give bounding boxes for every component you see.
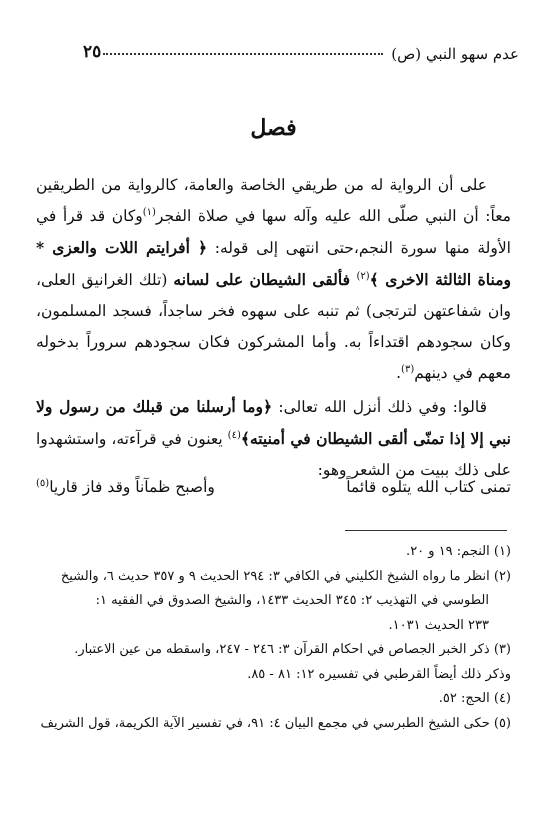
poem-verse <box>36 478 511 496</box>
paragraph-2 <box>36 391 511 486</box>
quran-verse: ﴿وما أرسلنا من قبلك من رسول ولا نبي إلا إذا تمنّى ألقى الشيطان في أمنيته﴾ <box>36 397 511 448</box>
section-title: فصل <box>250 115 297 141</box>
footnote-ref: (٥) <box>36 477 50 489</box>
footnote-2-continued: ٢٣٣ الحديث ١٠٣١. <box>388 617 489 633</box>
paragraph-1 <box>36 170 511 389</box>
footnote-1: (١) النجم: ١٩ و ٢٠. <box>406 544 511 559</box>
paragraph-text: (تلك الغرانيق العلى، وان شفاعتهن لترتجى) ثم تنبه على سهوه فخر ساجداً، فسجد المسلمون، وكان سجودهم اقتداءاً به. وأما المشركون فكان سجودهم سروراً بدخوله معهم في دينهم <box>36 271 511 382</box>
poem-second-hemistich <box>36 478 215 496</box>
body-text <box>36 170 511 486</box>
footnote-3-continued: وذكر ذلك أيضاً القرطبي في تفسيره ١٢: ٨١ - ٨٥. <box>247 666 511 682</box>
quran-verse: ﴿ أفرايتم اللات والعزى * ومناة الثالثة الاخرى ﴾ <box>36 238 511 289</box>
page-number: ٢٥ <box>83 42 102 62</box>
footnote-2: (٢) انظر ما رواه الشيخ الكليني في الكافي ٣: ٢٩٤ الحديث ٩ و ٣٥٧ حديث ٦، والشيخ <box>60 568 511 584</box>
footnote-5: (٥) حكى الشيخ الطبرسي في مجمع البيان ٤: ٩١، في تفسير الآية الكريمة، قول الشريف <box>40 715 511 731</box>
page-header <box>83 40 519 68</box>
footnote-ref: (٣) <box>401 363 415 375</box>
paragraph-text: على أن الرواية له من طريقي الخاصة والعامة، كالرواية من الطريقين معاً: أن النبي صلّى الله عليه وآله سها في صلاة الفجر <box>36 176 511 225</box>
poem-first-hemistich: تمنى كتاب الله يتلوه قائماً <box>346 478 511 496</box>
footnote-4: (٤) الحج: ٥٢. <box>438 691 511 706</box>
footnote-separator <box>345 530 507 531</box>
paragraph-text: . <box>396 364 402 382</box>
footnote-3: (٣) ذكر الخبر الجصاص في احكام القرآن ٣: ٢٤٦ - ٢٤٧، واسقطه من عين الاعتبار. <box>74 642 511 657</box>
footnote-ref: (١) <box>142 206 156 218</box>
poem-second-text: وأصبح ظمآناً وقد فاز قاريا <box>49 478 215 496</box>
footnote-ref: (٤) <box>227 429 241 441</box>
running-title: عدم سهو النبي (ص) <box>391 45 519 63</box>
paragraph-text: يعنون في قرآءته، واستشهدوا على ذلك ببيت من الشعر وهو: <box>36 430 511 479</box>
header-dot-leader <box>103 53 383 55</box>
footnote-ref: (٢) <box>356 270 370 282</box>
footnote-2-continued: الطوسي في التهذيب ٢: ٣٤٥ الحديث ١٤٣٣، والشيخ الصدوق في الفقيه ١: <box>95 593 489 608</box>
paragraph-text: قالوا: وفي ذلك أنزل الله تعالى: <box>272 398 487 416</box>
footnotes <box>36 540 511 736</box>
bold-phrase: فألقى الشيطان على لسانه <box>173 270 357 289</box>
paragraph-text: وكان قد قرأ في الأولة منها سورة النجم،حتى انتهى إلى قوله: <box>36 207 511 257</box>
